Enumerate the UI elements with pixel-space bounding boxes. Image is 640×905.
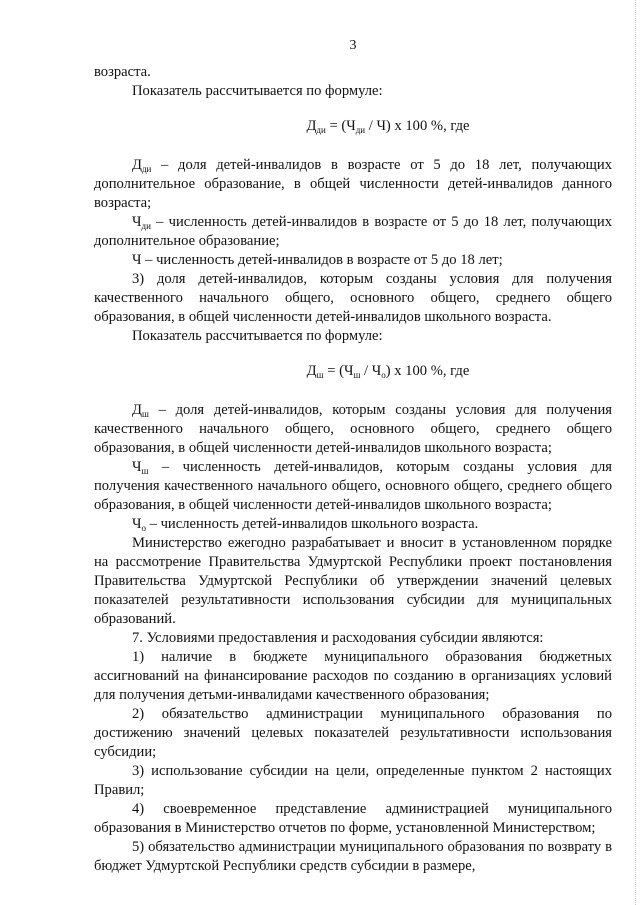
condition-1: 1) наличие в бюджете муниципального образования бюджетных ассигнований на финансирование расходов по созданию в организациях условий для получения детьми-инвалидами качественного образования; [94, 649, 612, 703]
paragraph-continuation: возраста. [94, 64, 151, 80]
condition-4: 4) своевременное представление администрацией муниципального образования в Министерство отчетов по форме, установленной Министерством; [94, 801, 612, 836]
paragraph-indicator-3: 3) доля детей-инвалидов, которым созданы условия для получения качественного начального общего, основного общего, среднего общего образования, в общей численности детей-инвалидов школьного возраста. [94, 271, 612, 325]
condition-2: 2) обязательство администрации муниципального образования по достижению значений целевых показателей результативности использования субсидии; [94, 706, 612, 760]
definition-ddi: $Д_{ди}$ – доля детей-инвалидов в возрасте от 5 до 18 лет, получающих дополнительное образование, в общей численности детей-инвалидов данного возраста; [94, 157, 612, 211]
page-number: 3 [349, 38, 357, 53]
definition-chdi: $Ч_{ди}$ – численность детей-инвалидов в возрасте от 5 до 18 лет, получающих дополнительное образование; [94, 214, 612, 249]
formula-1: $Д_{ди} = (Ч_{ди} / Ч)$ x 100 %, где [306, 118, 470, 135]
document-body [94, 63, 612, 876]
definition-ch: Ч – численность детей-инвалидов в возрасте от 5 до 18 лет; [132, 252, 503, 268]
definition-cho: $Ч_о$ – численность детей-инвалидов школьного возраста. [132, 516, 479, 533]
paragraph-formula-intro-2: Показатель рассчитывается по формуле: [132, 328, 383, 344]
definition-dsh: $Д_ш$ – доля детей-инвалидов, которым созданы условия для получения качественного начального общего, основного общего, среднего общего образования, в общей численности детей-инвалидов школьного возраста; [94, 402, 612, 456]
paragraph-formula-intro-1: Показатель рассчитывается по формуле: [132, 83, 383, 99]
definition-chsh: $Ч_ш$ – численность детей-инвалидов, которым созданы условия для получения качественного начального общего, основного общего, среднего общего образования, в общей численности детей-инвалидов школьного возраста; [94, 459, 612, 513]
paragraph-ministry: Министерство ежегодно разрабатывает и вносит в установленном порядке на рассмотрение Правительства Удмуртской Республики проект постановления Правительства Удмуртской Республики об утверждении значений целевых показателей результативности использования субсидии для муниципальных образований. [94, 535, 612, 627]
paragraph-section-7: 7. Условиями предоставления и расходования субсидии являются: [132, 630, 544, 646]
condition-5: 5) обязательство администрации муниципального образования по возврату в бюджет Удмуртской Республики средств субсидии в размере, [94, 839, 612, 874]
condition-3: 3) использование субсидии на цели, определенные пунктом 2 настоящих Правил; [94, 763, 612, 798]
formula-2: $Д_ш = (Ч_ш / Ч_о)$ x 100 %, где [306, 363, 470, 380]
scan-edge-line [635, 0, 636, 905]
